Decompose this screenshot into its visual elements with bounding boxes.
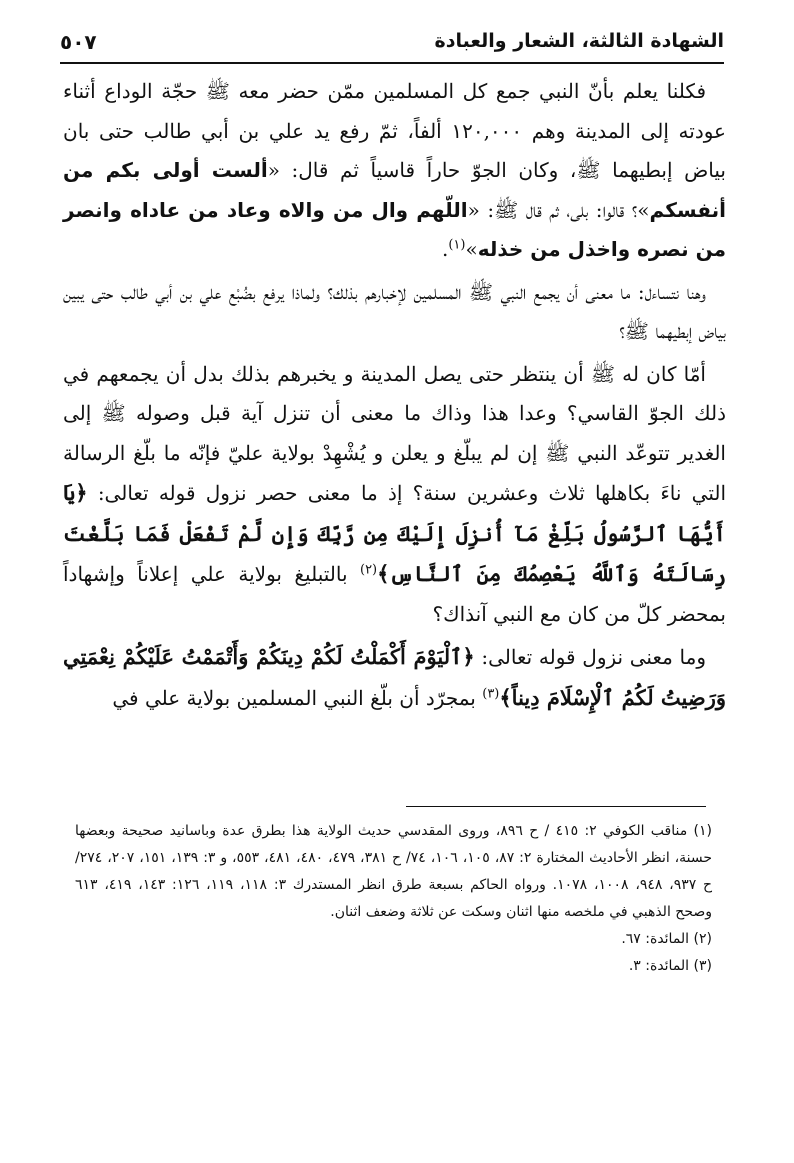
page-number: ٥٠٧ [60,30,97,54]
quran-verse-1: ﴿يَا أَيُّهَا ٱلرَّسُولُ بَلِّغْ مَآ أُنزِلَ إِلَيْكَ مِن رَّبِّكَ وَإِن لَّمْ تَفْعَلْ فَمَا بَلَّغْتَ رِسَالَتَهُ وَٱللَّهُ يَعْصِمُكَ مِنَ ٱلنَّاسِ﴾ [63,480,727,586]
header-title: الشهادة الثالثة، الشعار والعبادة [434,30,724,52]
main-text [63,72,726,721]
p3-text: أمّا كان له ﷺ أن ينتظر حتى يصل المدينة و يخبرهم بذلك بدل أن يجمعهم في ذلك الجوّ القاسي؟ وعدا هذا وذاك ما معنى أن تنزل آية قبل وصوله ﷺ إلى الغدير تتوعّد النبي ﷺ إن لم يبلّغ و يعلن و يُشْهِدْ بولاية عليّ فإنّه ما بلّغ الرسالة التي ناءَ بكاهلها ثلاث وعشرين سنة؟ إذ ما معنى حصر نزول قوله تعالى: [63,361,727,505]
paragraph-1: فكلنا يعلم بأنّ النبي جمع كل المسلمين ممّن حضر معه ﷺ حجّة الوداع أثناء عودته إلى المدينة وهم ١٢٠,٠٠٠ ألفاً، ثمّ رفع يد علي بن أبي طالب حتى بان بياض إبطيهما ﷺ، وكان الجوّ حاراً قاسياً ثم قال: «ألست أولى بكم من أنفسكم»؟ قالوا: بلى، ثم قال ﷺ: «اللّهم وال من والاه وعاد من عاداه وانصر من نصره واخذل من خذله»$^{(١)}$. [63,79,727,261]
paragraph-4 [63,637,726,718]
hadith-quote-1: ألست أولى بكم من أنفسكم [63,158,726,222]
footnote-ref-1: (١) [448,237,466,253]
footnote-ref-2: (٢) [359,562,378,578]
header-rule [60,62,724,64]
footnote-rule [406,806,706,807]
footnotes [75,818,712,980]
p1-middle: »؟ قالوا: بلى، ثم قال ﷺ: « [467,197,650,222]
paragraph-2: وهنا نتساءل: ما معنى أن يجمع النبي ﷺ المسلمين لإخبارهم بذلك؟ ولماذا يرفع بضُبْع علي بن أبي طالب حتى يبين بياض إبطيهما ﷺ؟ [63,279,726,343]
p4-text-end: بمجرّد أن بلّغ النبي المسلمين بولاية علي في [112,685,483,710]
p1-end: » [465,237,478,261]
running-header [60,30,724,58]
paragraph-3 [63,355,726,635]
p4-text: وما معنى نزول قوله تعالى: [474,645,706,669]
p3-text-end: بالتبليغ بولاية علي إعلاناً وإشهاداً بمحضر كلّ من كان مع النبي آنذاك؟ [63,562,726,626]
hadith-quote-2: اللّهم وال من والاه وعاد من عاداه وانصر من نصره واخذل من خذله [63,197,726,261]
footnote-3: (٣) المائدة: ٣. [628,958,712,974]
p1-text: فكلنا يعلم بأنّ النبي جمع كل المسلمين ممّن حضر معه ﷺ حجّة الوداع أثناء عودته إلى المدينة وهم ١٢٠,٠٠٠ ألفاً، ثمّ رفع يد علي بن أبي طالب حتى بان بياض إبطيهما ﷺ، وكان الجوّ حاراً قاسياً ثم قال: « [63,79,727,182]
footnote-1: (١) مناقب الكوفي ٢: ٤١٥ / ح ٨٩٦، وروى المقدسي حديث الولاية هذا بطرق عدة وباسانيد صحيحة وبعضها حسنة، انظر الأحاديث المختارة ٢: ٨٧، ١٠٥، ١٠٦، ٧٤/ ح ٣٨١، ٤٧٩، ٤٨٠، ٤٨١، ٥٥٣، و ٣: ١٣٩، ١٥١، ٢٠٧، ٢٧٤/ ح ٩٣٧، ٩٤٨، ١٠٠٨، ١٠٧٨. ورواه الحاكم بسبعة طرق انظر المستدرك ٣: ١١٨، ١١٩، ١٢٦: ١٤٣، ٤١٩، ٦١٣ وصحح الذهبي في ملخصه منها اثنان وسكت عن ثلاثة وضعف اثنان. [75,823,713,920]
footnote-ref-3: (٣) [482,685,500,701]
quran-verse-2: ﴿ٱلْيَوْمَ أَكْمَلْتُ لَكُمْ دِينَكُمْ وَأَتْمَمْتُ عَلَيْكُمْ نِعْمَتِي وَرَضِيتُ لَكُمُ ٱلْإِسْلَامَ دِيناً﴾ [63,644,726,710]
footnote-2: (٢) المائدة: ٦٧. [621,931,712,947]
